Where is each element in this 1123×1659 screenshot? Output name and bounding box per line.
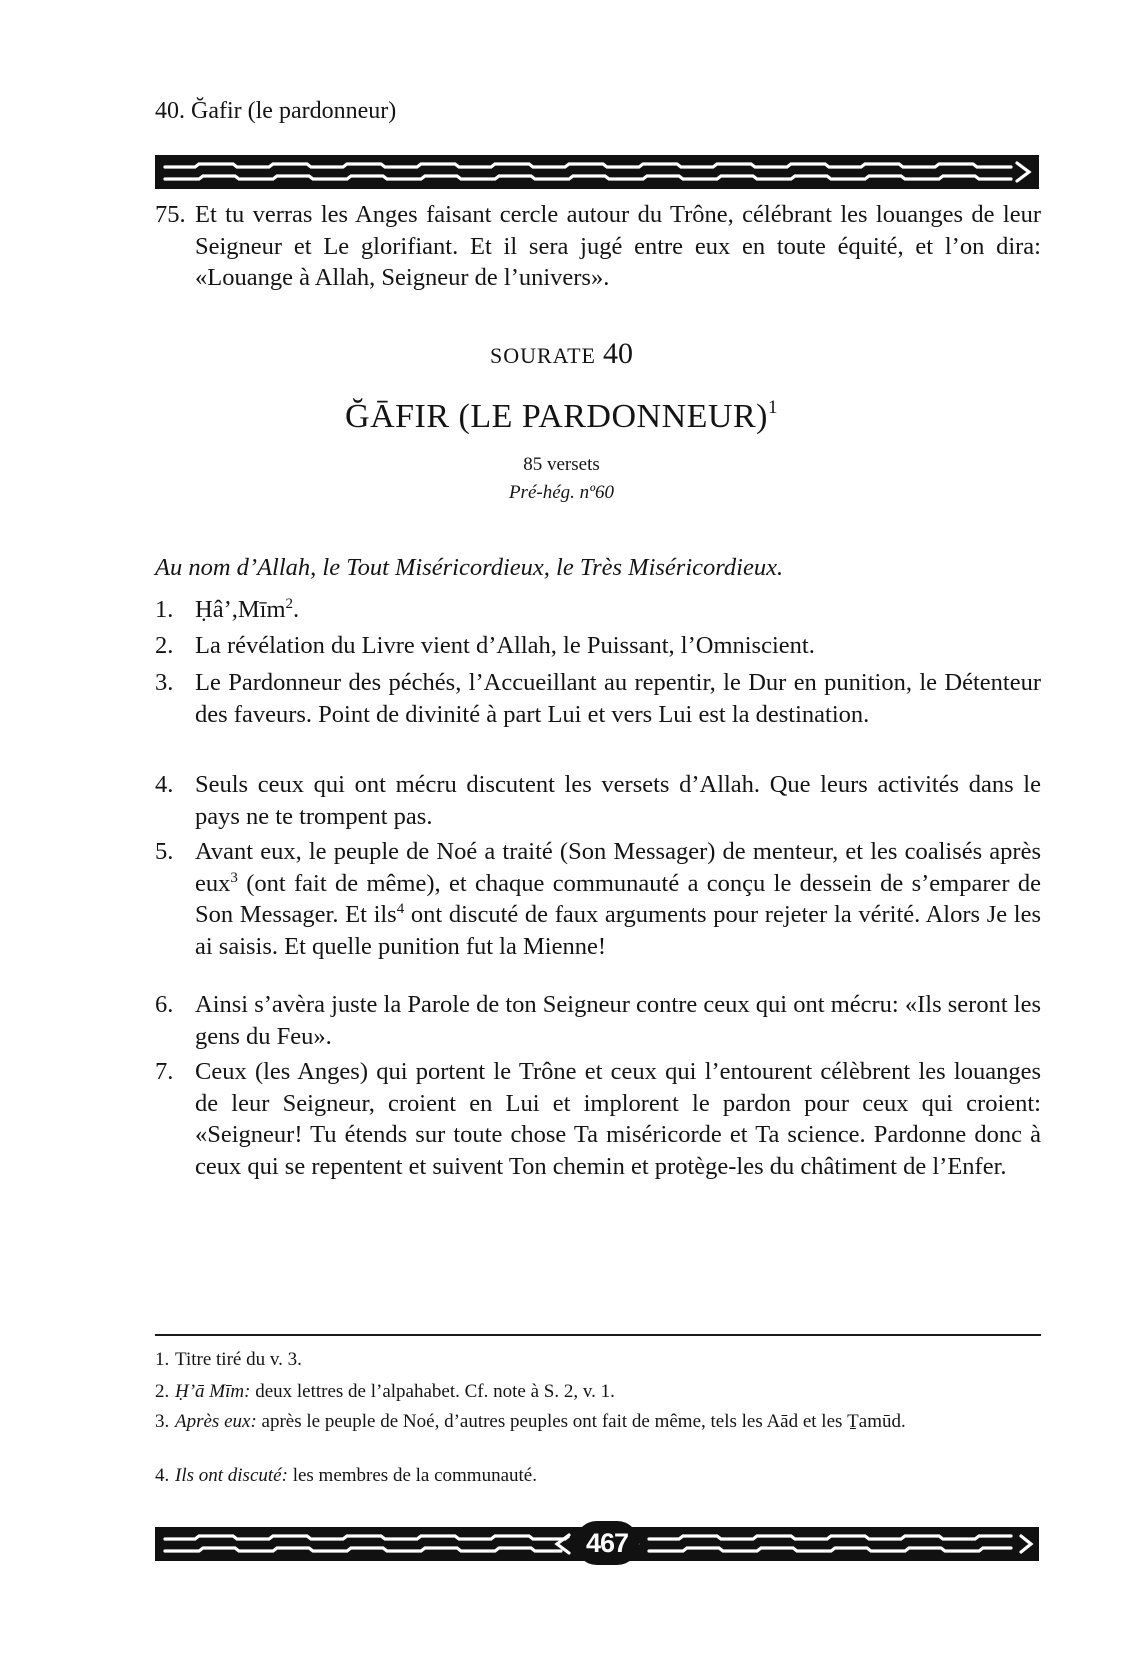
verse-7: [155, 1056, 1041, 1182]
footnote-term: Ils ont discuté:: [175, 1465, 288, 1486]
verse-number: 5.: [155, 838, 174, 865]
verse-number: 4.: [155, 771, 174, 798]
verse-number: 7.: [155, 1058, 174, 1085]
verse-75: [155, 199, 1041, 294]
verse-text-end: .: [293, 596, 300, 623]
verse-3: [155, 667, 1041, 730]
verse-6: [155, 989, 1041, 1052]
verse-text: Seuls ceux qui ont mécru discutent les versets d’Allah. Que leurs activités dans le pays ne te trompent pas.: [195, 771, 1041, 830]
footnote-text: après le peuple de Noé, d’autres peuples ont fait de même, tels les Aād et les Ṯamūd.: [256, 1411, 906, 1432]
footnote-text: Titre tiré du v. 3.: [175, 1349, 302, 1370]
verse-text: (ont fait de même), et chaque communauté a conçu le dessein de s’emparer de Son Messager. Et ils: [195, 869, 1041, 928]
verse-text: Le Pardonneur des péchés, l’Accueillant au repentir, le Dur en punition, le Détenteur des faveurs. Point de divinité à part Lui et vers Lui est la destination.: [195, 669, 1041, 728]
footnote-ref: 1: [767, 397, 778, 418]
verse-4: [155, 769, 1041, 832]
verse-1: [155, 594, 1041, 626]
footnote-ref: 3: [230, 869, 238, 886]
verse-text: Ceux (les Anges) qui portent le Trône et ceux qui l’entourent célèbrent les louanges de leur Seigneur, croient en Lui et implorent le pardon pour ceux qui croient: «Seigneur! Tu étends sur toute chose Ta miséricorde et Ta science. Pardonne donc à ceux qui se repentent et suivent Ton chemin et protège-les du châtiment de l’Enfer.: [195, 1058, 1041, 1180]
verse-text: La révélation du Livre vient d’Allah, le Puissant, l’Omniscient.: [195, 632, 815, 659]
footnote-4: [155, 1464, 1041, 1488]
basmala: Au nom d’Allah, le Tout Miséricordieux, le Très Miséricordieux.: [155, 554, 784, 581]
footnote-number: 2.: [155, 1381, 170, 1402]
running-head: 40. Ğafir (le pardonneur): [155, 98, 397, 124]
sourate-title-text: ĞĀFIR (LE PARDONNEUR): [345, 398, 768, 435]
footnote-term: Ḥ’ā Mīm:: [175, 1381, 251, 1402]
footnote-1: [155, 1348, 1041, 1372]
verse-2: [155, 630, 1041, 662]
footnote-number: 1.: [155, 1349, 170, 1370]
verse-text: Ainsi s’avèra juste la Parole de ton Seigneur contre ceux qui ont mécru: «Ils seront les gens du Feu».: [195, 991, 1041, 1050]
footnote-ref: 2: [285, 596, 293, 612]
footnote-ref: 4: [396, 901, 405, 917]
chronology-label: Pré-hég. nº60: [508, 482, 615, 503]
sourate-title: [0, 386, 1123, 439]
verse-text: Ḥâ’,Mīm: [195, 596, 286, 623]
sourate-number: 40: [603, 337, 633, 370]
verse-text: Et tu verras les Anges faisant cercle autour du Trône, célébrant les louanges de leur Seigneur et Le glorifiant. Et il sera jugé entre eux en toute équité, et l’on dira: «Louange à Allah, Seigneur de l’univers».: [195, 201, 1041, 291]
verse-number: 6.: [155, 991, 174, 1018]
verse-number: 1.: [155, 596, 174, 623]
verse-number: 2.: [155, 632, 174, 659]
footnote-term: Après eux:: [175, 1411, 257, 1432]
footnote-text: les membres de la communauté.: [287, 1465, 537, 1486]
sourate-label: [0, 336, 1123, 374]
verse-text: ont discuté de faux arguments pour rejeter la vérité. Alors Je les ai saisis. Et quelle punition fut la Mienne!: [195, 901, 1041, 960]
sourate-word: SOURATE: [489, 343, 596, 368]
verse-number: 3.: [155, 669, 174, 696]
ornamental-band-top: [155, 155, 1039, 189]
verse-text: Avant eux, le peuple de Noé a traité (Son Messager) de menteur, et les coalisés après eux: [195, 838, 1041, 897]
footnote-text: deux lettres de l’alpahabet. Cf. note à S. 2, v. 1.: [250, 1381, 615, 1402]
verse-5: [155, 836, 1041, 962]
footnote-number: 3.: [155, 1411, 170, 1432]
footnote-divider: [155, 1334, 1041, 1336]
footnote-2: [155, 1380, 1041, 1404]
verse-number: 75.: [155, 201, 186, 228]
verse-count: 85 versets: [523, 454, 600, 475]
page-number: 467: [575, 1521, 639, 1565]
footnote-number: 4.: [155, 1465, 170, 1486]
footnote-3: [155, 1410, 1041, 1434]
